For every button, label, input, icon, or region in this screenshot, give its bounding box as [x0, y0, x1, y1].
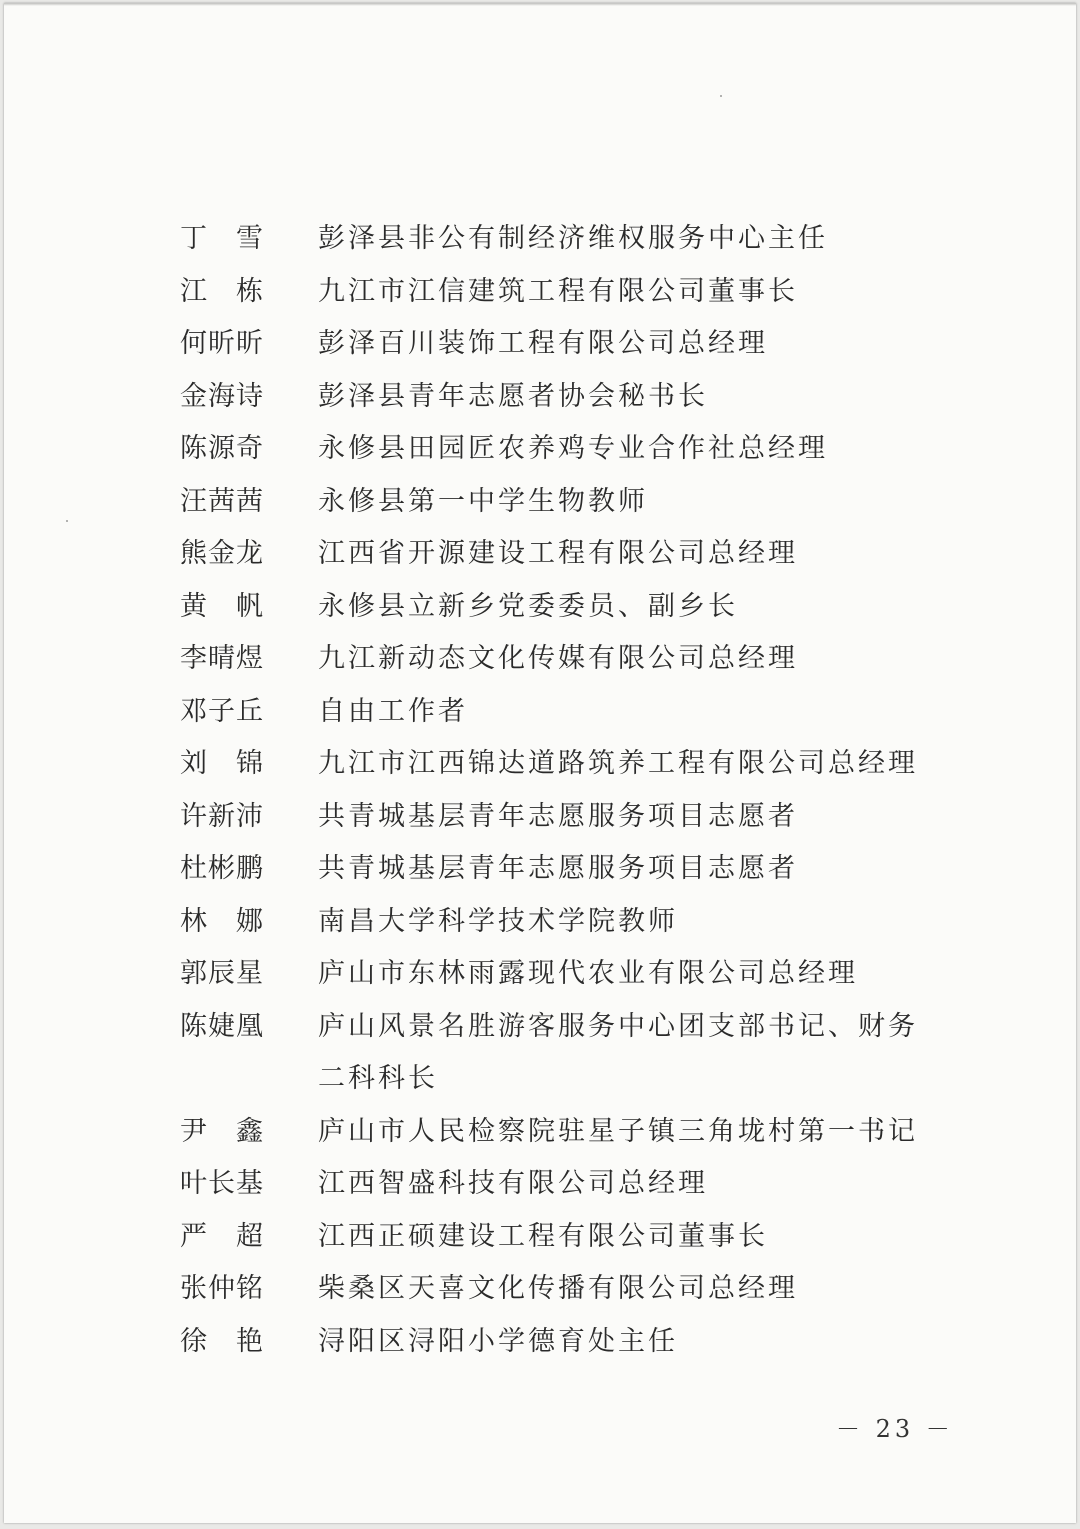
person-name: 丁 雪	[180, 223, 264, 254]
position-text-line: 共青城基层青年志愿服务项目志愿者	[318, 853, 798, 884]
position-text-line: 九江新动态文化传媒有限公司总经理	[318, 643, 798, 674]
person-position	[318, 266, 940, 319]
person-position	[318, 476, 940, 529]
person-position	[318, 1263, 940, 1316]
position-text-line: 彭泽县非公有制经济维权服务中心主任	[318, 223, 828, 254]
person-name: 严 超	[180, 1220, 264, 1252]
person-position	[318, 738, 940, 791]
position-text-line: 二科科长	[318, 1063, 438, 1094]
person-position	[318, 1158, 940, 1211]
position-text-line: 共青城基层青年志愿服务项目志愿者	[318, 800, 798, 832]
roster-row	[180, 1316, 940, 1369]
person-position	[318, 843, 940, 896]
person-position	[318, 318, 940, 371]
person-position	[318, 423, 940, 476]
person-position	[318, 633, 940, 686]
position-text-line: 庐山市人民检察院驻星子镇三角垅村第一书记	[318, 1115, 918, 1147]
person-name: 刘 锦	[180, 748, 264, 779]
roster-row	[180, 371, 940, 424]
position-text-line: 江西智盛科技有限公司总经理	[318, 1168, 708, 1199]
roster-row	[180, 738, 940, 791]
roster-row	[180, 1001, 940, 1106]
roster-row	[180, 266, 940, 319]
scan-speck	[720, 95, 722, 97]
person-position	[318, 1211, 940, 1264]
position-text-line: 庐山市东林雨露现代农业有限公司总经理	[318, 958, 858, 989]
person-name: 邓子丘	[180, 695, 264, 727]
position-text-line: 九江市江西锦达道路筑养工程有限公司总经理	[318, 748, 918, 779]
person-position	[318, 528, 940, 581]
roster-row	[180, 948, 940, 1001]
roster-row	[180, 1158, 940, 1211]
person-name: 张仲铭	[180, 1273, 264, 1304]
roster-row	[180, 633, 940, 686]
person-name: 陈源奇	[180, 433, 264, 464]
roster-row	[180, 528, 940, 581]
person-name: 林 娜	[180, 905, 264, 937]
person-name: 许新沛	[180, 800, 264, 832]
roster-row	[180, 476, 940, 529]
position-text-line: 永修县田园匠农养鸡专业合作社总经理	[318, 433, 828, 464]
position-text-line: 江西省开源建设工程有限公司总经理	[318, 538, 798, 569]
position-text-line: 永修县立新乡党委委员、副乡长	[318, 590, 738, 622]
roster-row	[180, 1106, 940, 1159]
position-text-line: 自由工作者	[318, 695, 468, 727]
person-name: 熊金龙	[180, 538, 264, 569]
page-number: － 23 －	[836, 1415, 954, 1443]
person-name: 徐 艳	[180, 1325, 264, 1357]
person-name: 汪茜茜	[180, 485, 264, 517]
name-roster	[180, 213, 940, 1368]
scan-top-edge	[4, 3, 1076, 6]
person-position	[318, 686, 940, 739]
roster-row	[180, 1263, 940, 1316]
person-position	[318, 581, 940, 634]
roster-row	[180, 686, 940, 739]
position-text-line: 彭泽县青年志愿者协会秘书长	[318, 380, 708, 412]
person-position	[318, 1001, 940, 1106]
person-name: 江 栋	[180, 275, 264, 307]
position-text-line: 永修县第一中学生物教师	[318, 485, 648, 517]
person-name: 金海诗	[180, 380, 264, 412]
person-position	[318, 371, 940, 424]
position-text-line: 柴桑区天喜文化传播有限公司总经理	[318, 1273, 798, 1304]
person-position	[318, 1106, 940, 1159]
person-position	[318, 1316, 940, 1369]
position-text-line: 彭泽百川装饰工程有限公司总经理	[318, 328, 768, 359]
document-page	[4, 3, 1076, 1523]
position-text-line: 庐山风景名胜游客服务中心团支部书记、财务	[318, 1010, 918, 1042]
person-name: 李晴煜	[180, 643, 264, 674]
position-text-line: 九江市江信建筑工程有限公司董事长	[318, 275, 798, 307]
position-text-line: 南昌大学科学技术学院教师	[318, 905, 678, 937]
roster-row	[180, 791, 940, 844]
person-position	[318, 896, 940, 949]
person-name: 陈婕凰	[180, 1010, 264, 1042]
person-name: 叶长基	[180, 1168, 264, 1199]
person-name: 杜彬鹏	[180, 853, 264, 884]
roster-row	[180, 581, 940, 634]
person-name: 郭辰星	[180, 958, 264, 989]
roster-row	[180, 843, 940, 896]
position-text-line: 江西正硕建设工程有限公司董事长	[318, 1220, 768, 1252]
roster-row	[180, 896, 940, 949]
person-position	[318, 948, 940, 1001]
person-position	[318, 213, 940, 266]
roster-row	[180, 1211, 940, 1264]
roster-row	[180, 318, 940, 371]
roster-row	[180, 213, 940, 266]
person-name: 黄 帆	[180, 590, 264, 622]
person-position	[318, 791, 940, 844]
position-text-line: 浔阳区浔阳小学德育处主任	[318, 1325, 678, 1357]
roster-row	[180, 423, 940, 476]
scan-speck	[66, 520, 68, 522]
person-name: 尹 鑫	[180, 1115, 264, 1147]
person-name: 何昕昕	[180, 328, 264, 359]
